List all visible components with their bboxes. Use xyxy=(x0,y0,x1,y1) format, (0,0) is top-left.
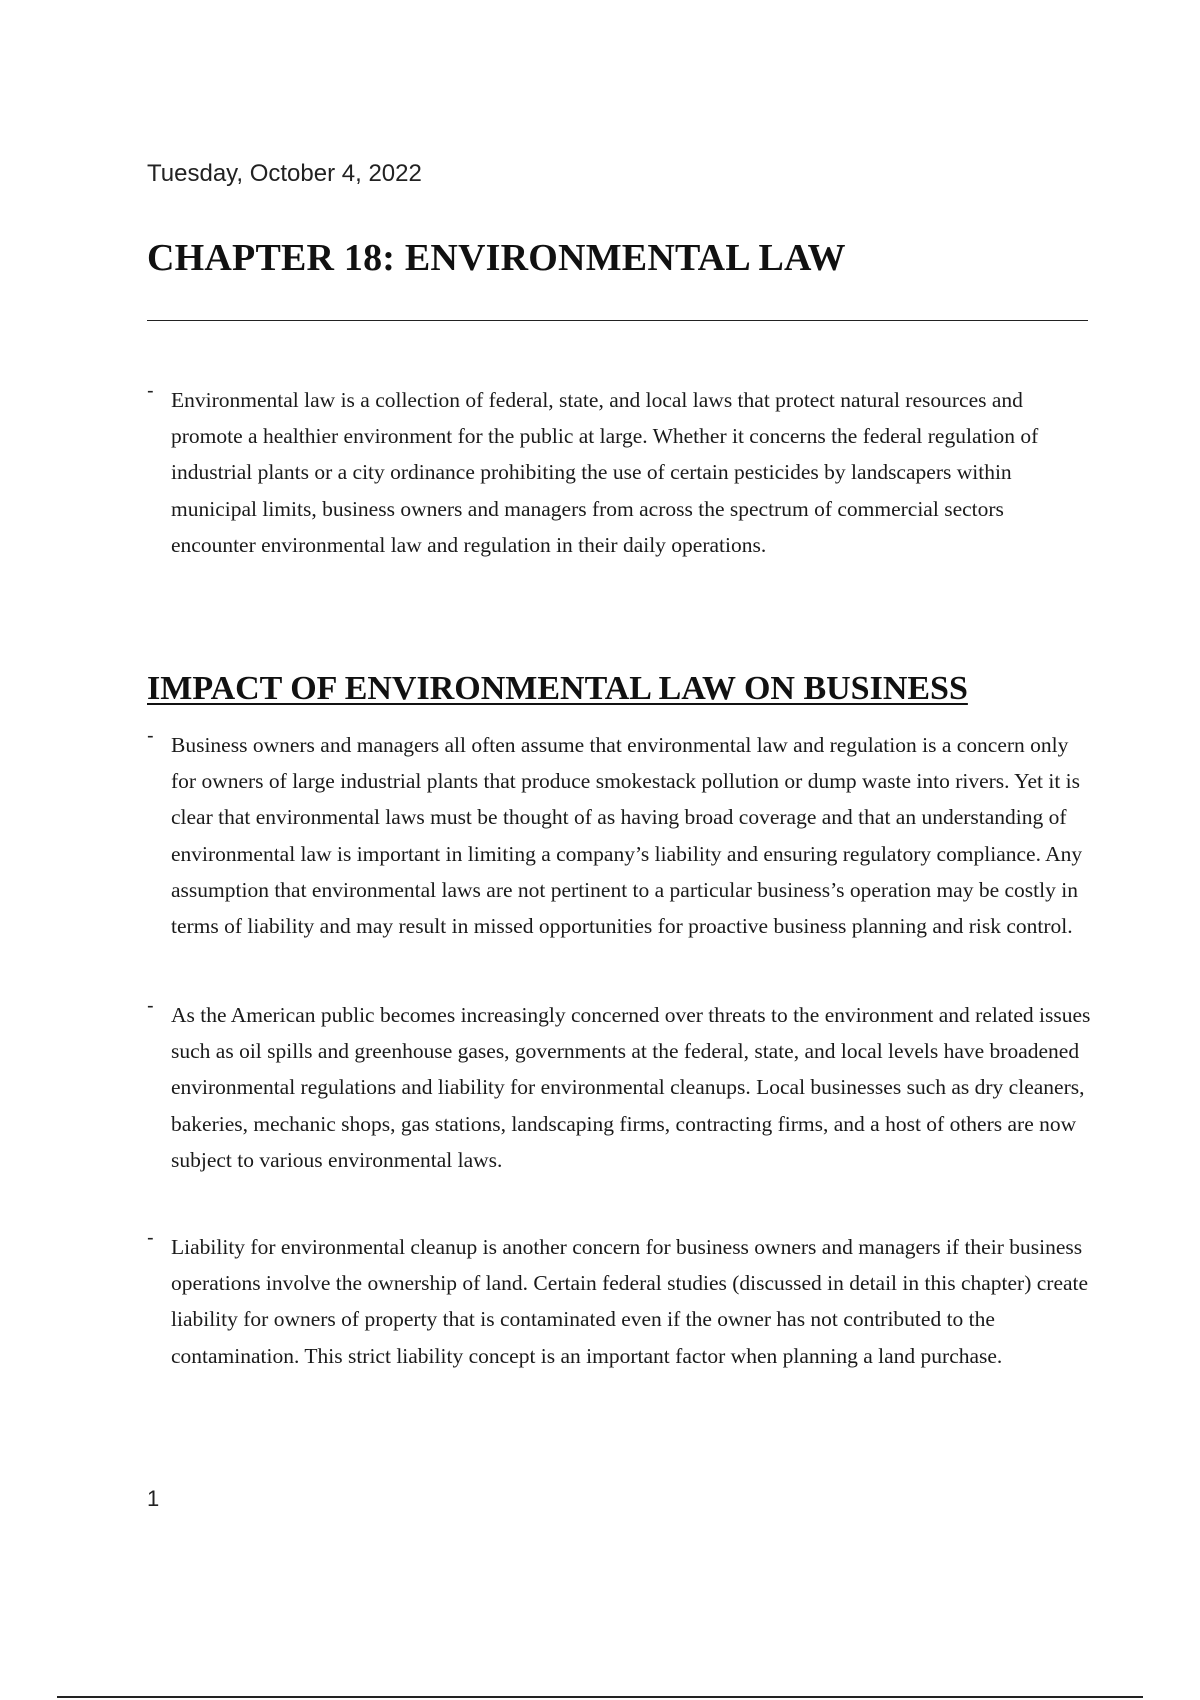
page-bottom-divider xyxy=(57,1696,1143,1698)
document-date: Tuesday, October 4, 2022 xyxy=(147,160,422,187)
bullet-marker: - xyxy=(147,1227,154,1249)
bullet-text: Business owners and managers all often assume that environmental law and regulation is a concern only for owners of large industrial plants that produce smokestack pollution or dump waste into rivers. Yet it is clear that environmental laws must be thought of as having broad coverage and that an understanding of environmental law is important in limiting a company’s liability and ensuring regulatory compliance. Any assumption that environmental laws are not pertinent to a particular business’s operation may be costly in terms of liability and may result in missed opportunities for proactive business planning and risk control. xyxy=(171,733,1083,939)
bullet-text: Liability for environmental cleanup is another concern for business owners and managers if their business operations involve the ownership of land. Certain federal studies (discussed in detail in this chapter) create liability for owners of property that is contaminated even if the owner has not contributed to the contamination. This strict liability concept is an important factor when planning a land purchase. xyxy=(171,1235,1089,1368)
title-divider xyxy=(147,320,1088,321)
bullet-marker: - xyxy=(147,725,154,747)
section-heading: IMPACT OF ENVIRONMENTAL LAW ON BUSINESS xyxy=(147,670,968,707)
bullet-text: As the American public becomes increasingly concerned over threats to the environment and related issues such as oil spills and greenhouse gases, governments at the federal, state, and local levels have broadened environmental regulations and liability for environmental cleanups. Local businesses such as dry cleaners, bakeries, mechanic shops, gas stations, landscaping firms, contracting firms, and a host of others are now subject to various environmental laws. xyxy=(171,1003,1091,1172)
bullet-marker: - xyxy=(147,995,154,1017)
page-number: 1 xyxy=(147,1486,160,1511)
chapter-title: CHAPTER 18: ENVIRONMENTAL LAW xyxy=(147,237,846,279)
bullet-marker: - xyxy=(147,380,154,402)
intro-bullet xyxy=(147,382,1092,563)
bullet-item-1 xyxy=(147,727,1092,944)
intro-paragraph: Environmental law is a collection of federal, state, and local laws that protect natural resources and promote a healthier environment for the public at large. Whether it concerns the federal regulation of industrial plants or a city ordinance prohibiting the use of certain pesticides by landscapers within municipal limits, business owners and managers from across the spectrum of commercial sectors encounter environmental law and regulation in their daily operations. xyxy=(171,388,1039,557)
bullet-item-3 xyxy=(147,1229,1092,1374)
bullet-item-2 xyxy=(147,997,1092,1178)
